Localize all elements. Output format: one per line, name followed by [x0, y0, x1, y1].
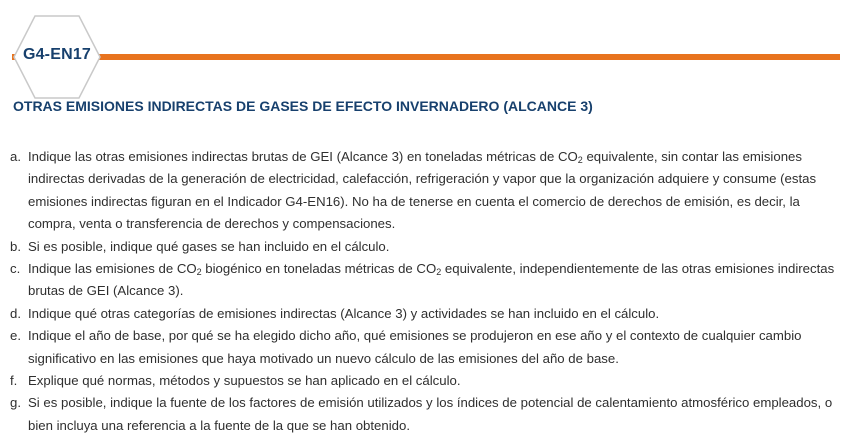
- list-marker: d.: [10, 305, 21, 321]
- list-item-text: Explique qué normas, métodos y supuestos se han aplicado en el cálculo.: [28, 373, 461, 389]
- orange-divider: [12, 54, 840, 60]
- list-item-text: Indique qué otras categorías de emisiones indirectas (Alcance 3) y actividades se han incluido en el cálculo.: [28, 305, 660, 321]
- list-marker: g.: [10, 395, 21, 411]
- list-marker: c.: [10, 261, 21, 277]
- list-item-c: [10, 258, 840, 303]
- list-item-f: [10, 370, 840, 392]
- list-item-e: [10, 325, 840, 370]
- indicator-code: G4-EN17: [22, 46, 92, 63]
- list-marker: b.: [10, 238, 21, 254]
- list-item-g: [10, 392, 840, 437]
- list-item-text: Si es posible, indique qué gases se han incluido en el cálculo.: [28, 238, 390, 254]
- list-item-text: Indique las emisiones de $CO_2$ biogénico en toneladas métricas de $CO_2$ equivalente, independientemente de las otras emisiones indirectas brutas de GEI (Alcance 3).: [28, 261, 835, 299]
- list-marker: f.: [10, 373, 18, 389]
- list-marker: a.: [10, 149, 21, 164]
- list-item-d: [10, 303, 840, 325]
- requirements-list: [10, 146, 840, 437]
- indicator-badge: [12, 14, 102, 100]
- list-item-b: [10, 236, 840, 258]
- section-title: OTRAS EMISIONES INDIRECTAS DE GASES DE EFECTO INVERNADERO (ALCANCE 3): [13, 98, 593, 114]
- list-item-a: [10, 146, 840, 236]
- list-item-text: Si es posible, indique la fuente de los factores de emisión utilizados y los índices de potencial de calentamiento atmosférico empleados, o bien incluya una referencia a la fuente de la que se han obtenido.: [28, 395, 833, 433]
- list-item-text: Indique las otras emisiones indirectas brutas de GEI (Alcance 3) en toneladas métricas de $CO_2$ equivalente, sin contar las emisiones indirectas derivadas de la generación de electricidad, calefacción, refrigeración y vapor que la organización adquiere y consume (estas emisiones indirectas figuran en el Indicador G4-EN16). No ha de tenerse en cuenta el comercio de derechos de emisión, es decir, la compra, venta o transferencia de derechos y compensaciones.: [28, 149, 817, 232]
- list-item-text: Indique el año de base, por qué se ha elegido dicho año, qué emisiones se produjeron en ese año y el contexto de cualquier cambio significativo en las emisiones que haya motivado un nuevo cálculo de las emisiones del año de base.: [28, 328, 802, 366]
- list-marker: e.: [10, 328, 21, 344]
